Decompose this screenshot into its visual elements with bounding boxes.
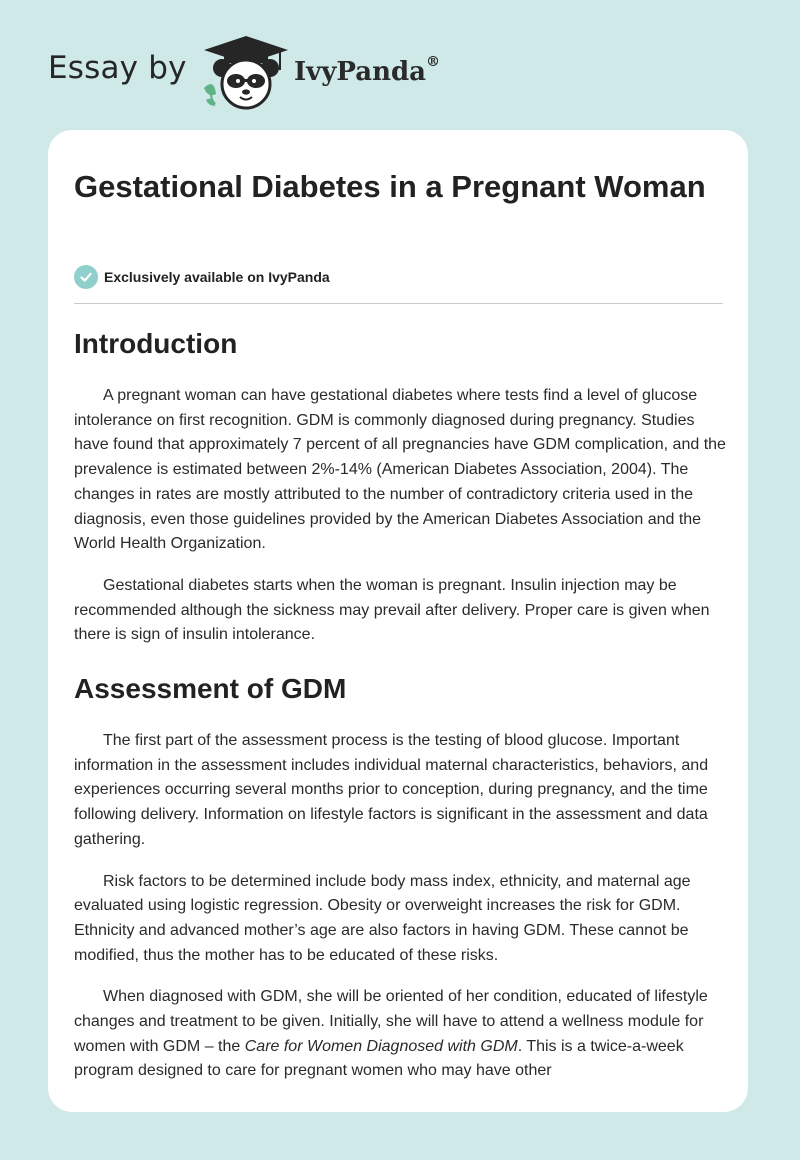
program-name: Care for Women Diagnosed with GDM [244, 1037, 518, 1055]
badge-label: Exclusively available on IvyPanda [104, 269, 330, 285]
exclusive-badge [74, 264, 330, 290]
essay-by-label: Essay by [48, 50, 187, 86]
essay-card [48, 130, 748, 1112]
site-header [0, 0, 800, 130]
section-heading-introduction: Introduction [74, 328, 238, 359]
ivypanda-wordmark[interactable]: IvyPanda® [294, 54, 441, 87]
paragraph: The first part of the assessment process is the testing of blood glucose. Important information in the assessment includes individual maternal characteristics, behaviors, and experiences occurring several months prior to conception, during pregnancy, and the time following delivery. Information on lifestyle factors is significant in the assessment and data gathering. [74, 732, 709, 848]
essay-title: Gestational Diabetes in a Pregnant Woman [74, 169, 706, 204]
paragraph: When diagnosed with GDM, she will be oriented of her condition, educated of lifestyle changes and treatment to be given. Initially, she will have to attend a wellness module for women with GDM – the Care for Women Diagnosed with GDM. This is a twice-a-week program designed to care for pregnant women who may have other [74, 988, 708, 1080]
essay-body [74, 326, 726, 1101]
title-divider [74, 303, 723, 304]
section-heading-assessment: Assessment of GDM [74, 673, 347, 705]
panda-logo-icon[interactable] [200, 34, 292, 110]
paragraph: Risk factors to be determined include body mass index, ethnicity, and maternal age evaluated using logistic regression. Obesity or overweight increases the risk for GDM. Ethnicity and advanced mother’s age are also factors in having GDM. These cannot be modified, thus the mother has to be educated of these risks. [74, 872, 691, 964]
paragraph: Gestational diabetes starts when the woman is pregnant. Insulin injection may be recommended although the sickness may prevail after delivery. Proper care is given when there is sign of insulin intolerance. [74, 576, 710, 644]
check-icon [74, 265, 98, 289]
paragraph: A pregnant woman can have gestational diabetes where tests find a level of glucose intolerance on first recognition. GDM is commonly diagnosed during pregnancy. Studies have found that approximately 7 percent of all pregnancies have GDM complication, and the prevalence is estimated between 2%-14% (American Diabetes Association, 2004). The changes in rates are mostly attributed to the number of contradictory criteria used in the diagnosis, even those guidelines provided by the American Diabetes Association and the World Health Organization. [74, 387, 726, 553]
